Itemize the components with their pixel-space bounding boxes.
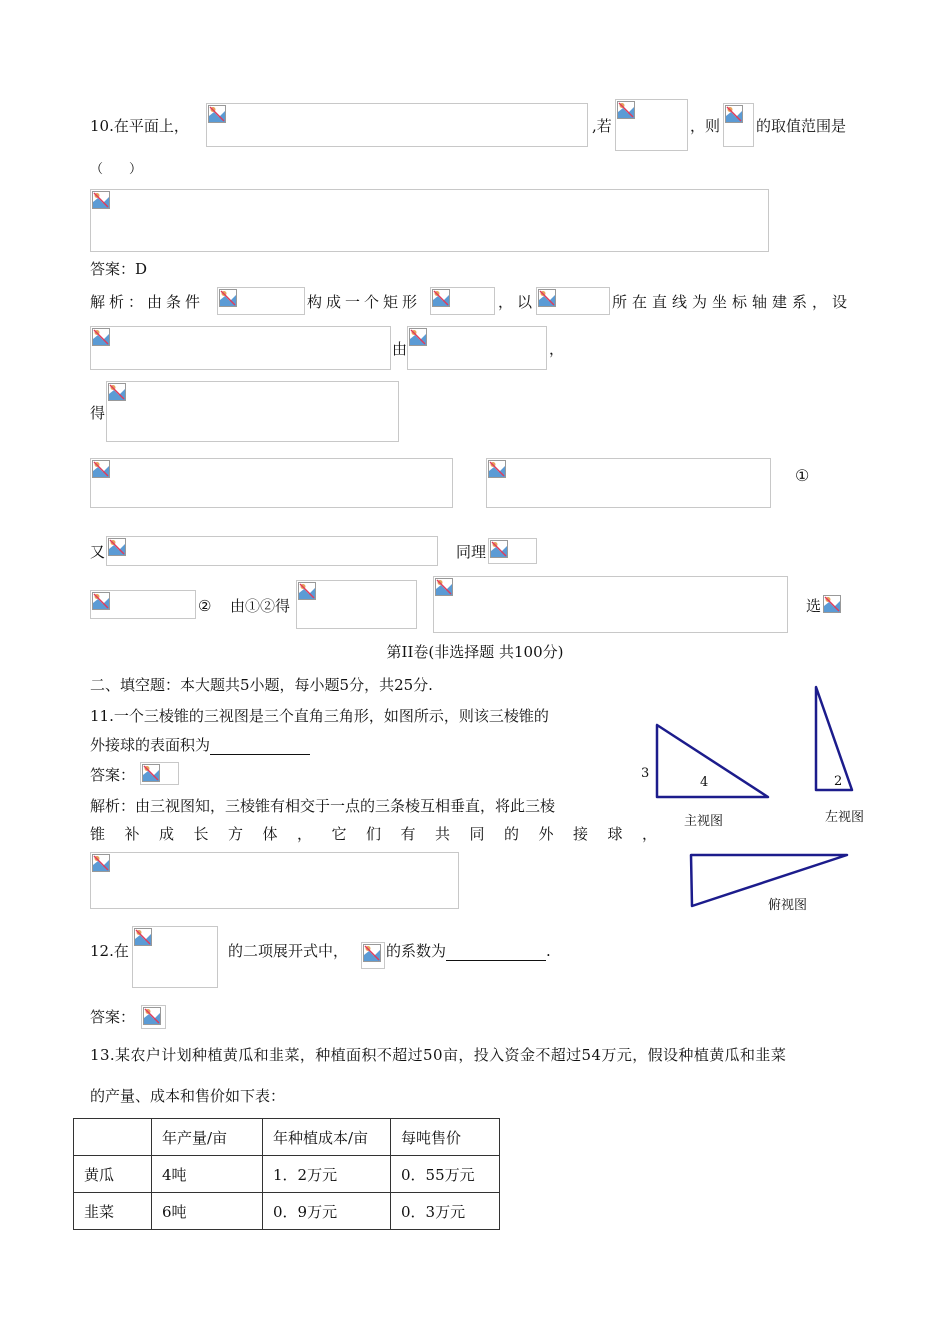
broken-image-icon	[363, 944, 381, 962]
table-header-cell: 年产量/亩	[152, 1119, 263, 1156]
dim-label-4: 4	[700, 775, 709, 790]
q12-answer: 答案：	[90, 1008, 136, 1026]
dim-label-2: 2	[834, 774, 843, 789]
formula-image	[140, 762, 179, 785]
broken-image-icon	[134, 928, 152, 946]
q10-circle2: ②	[198, 597, 212, 615]
options-image	[90, 189, 769, 252]
formula-image	[90, 852, 459, 909]
q12-prefix: 12.在	[90, 942, 129, 960]
formula-image	[106, 381, 399, 442]
q12-suffix-wrap	[386, 941, 551, 961]
q12-suffix: 的系数为	[386, 942, 447, 960]
broken-image-icon	[92, 460, 110, 478]
data-table	[73, 1118, 500, 1230]
q12-end: .	[546, 942, 551, 960]
q11-line2: 外接球的表面积为	[90, 736, 211, 754]
formula-image	[90, 326, 391, 370]
q10-you2: 又	[90, 543, 106, 561]
q10-analysis-mid1: 构成一个矩形	[307, 293, 422, 311]
table-cell: 黄瓜	[74, 1156, 152, 1193]
broken-image-icon	[108, 383, 126, 401]
broken-image-icon	[208, 105, 226, 123]
formula-image	[407, 326, 547, 370]
broken-image-icon	[432, 289, 450, 307]
q10-you: 由	[392, 340, 408, 358]
table-cell: 1．2万元	[263, 1156, 391, 1193]
formula-image	[433, 576, 788, 633]
formula-image	[217, 287, 305, 315]
q13-line2: 的产量、成本和售价如下表：	[90, 1087, 286, 1105]
q11-answer: 答案：	[90, 766, 136, 784]
broken-image-icon	[219, 289, 237, 307]
formula-image	[536, 287, 610, 315]
formula-image	[106, 536, 438, 566]
broken-image-icon	[538, 289, 556, 307]
formula-image	[132, 926, 218, 988]
formula-image	[430, 287, 495, 315]
q10-analysis-prefix: 解析：由条件	[90, 293, 205, 311]
formula-image	[723, 103, 754, 147]
q13-line1: 13.某农户计划种植黄瓜和韭菜，种植面积不超过50亩，投入资金不超过54万元，假设种植黄瓜和韭菜	[90, 1046, 787, 1064]
formula-image	[488, 538, 537, 564]
q10-de: 得	[90, 404, 106, 422]
front-view-label: 主视图	[684, 814, 724, 829]
broken-image-icon	[725, 105, 743, 123]
formula-image	[615, 99, 688, 151]
q10-mid2: ，则	[690, 117, 721, 135]
broken-image-icon	[92, 854, 110, 872]
q12-mid: 的二项展开式中，	[228, 942, 349, 960]
q10-prefix: 10.在平面上，	[90, 117, 189, 135]
q10-xuan: 选	[806, 597, 822, 615]
q11-line2-wrap	[90, 735, 310, 755]
table-header-cell: 年种植成本/亩	[263, 1119, 391, 1156]
table-cell: 4吨	[152, 1156, 263, 1193]
table-header-cell	[74, 1119, 152, 1156]
broken-image-icon	[142, 764, 160, 782]
formula-image	[361, 942, 385, 969]
q10-circle1: ①	[795, 466, 810, 485]
section-heading: 二、填空题：本大题共5小题，每小题5分，共25分.	[90, 676, 433, 694]
broken-image-icon	[435, 578, 453, 596]
formula-image	[486, 458, 771, 508]
formula-image	[822, 594, 844, 616]
answer-blank	[210, 740, 310, 755]
formula-image	[141, 1005, 166, 1029]
table-row	[74, 1156, 500, 1193]
broken-image-icon	[617, 101, 635, 119]
broken-image-icon	[490, 540, 508, 558]
dim-label-3: 3	[641, 766, 650, 781]
q10-comma: ，	[549, 340, 565, 358]
side-view-label: 左视图	[825, 810, 865, 825]
q10-youde: 由①②得	[230, 597, 291, 615]
table-cell: 6吨	[152, 1193, 263, 1230]
answer-blank	[446, 946, 546, 961]
q10-paren: （ ）	[90, 162, 143, 177]
broken-image-icon	[409, 328, 427, 346]
broken-image-icon	[108, 538, 126, 556]
q10-answer: 答案：D	[90, 260, 148, 278]
broken-image-icon	[488, 460, 506, 478]
q10-tongli: 同理	[456, 543, 487, 561]
table-header-row	[74, 1119, 500, 1156]
table-cell: 韭菜	[74, 1193, 152, 1230]
formula-image	[90, 590, 196, 619]
broken-image-icon	[92, 328, 110, 346]
q10-analysis-mid2: ，以	[498, 293, 537, 311]
q10-mid1: ,若	[592, 117, 612, 135]
q11-analysis1: 解析：由三视图知，三棱锥有相交于一点的三条棱互相垂直，将此三棱	[90, 797, 556, 815]
front-view-triangle	[657, 725, 768, 797]
formula-image	[90, 458, 453, 508]
broken-image-icon	[92, 191, 110, 209]
top-view-label: 俯视图	[768, 898, 808, 913]
table-cell: 0．9万元	[263, 1193, 391, 1230]
broken-image-icon	[298, 582, 316, 600]
broken-image-icon	[92, 592, 110, 610]
broken-image-icon	[823, 595, 841, 613]
section-title: 第II卷(非选择题 共100分)	[386, 643, 564, 661]
three-view-figure	[620, 680, 880, 920]
formula-image	[206, 103, 588, 147]
table-cell: 0．3万元	[391, 1193, 500, 1230]
q10-suffix: 的取值范围是	[756, 117, 847, 135]
table-row	[74, 1193, 500, 1230]
broken-image-icon	[143, 1007, 161, 1025]
table-cell: 0．55万元	[391, 1156, 500, 1193]
table-header-cell: 每吨售价	[391, 1119, 500, 1156]
formula-image	[296, 580, 417, 629]
q11-analysis2: 锥补成长方体，它们有共同的外接球，	[90, 825, 677, 843]
q11-line1: 11.一个三棱锥的三视图是三个直角三角形，如图所示，则该三棱锥的	[90, 707, 549, 725]
q10-analysis-suffix: 所在直线为坐标轴建系，设	[612, 293, 853, 311]
